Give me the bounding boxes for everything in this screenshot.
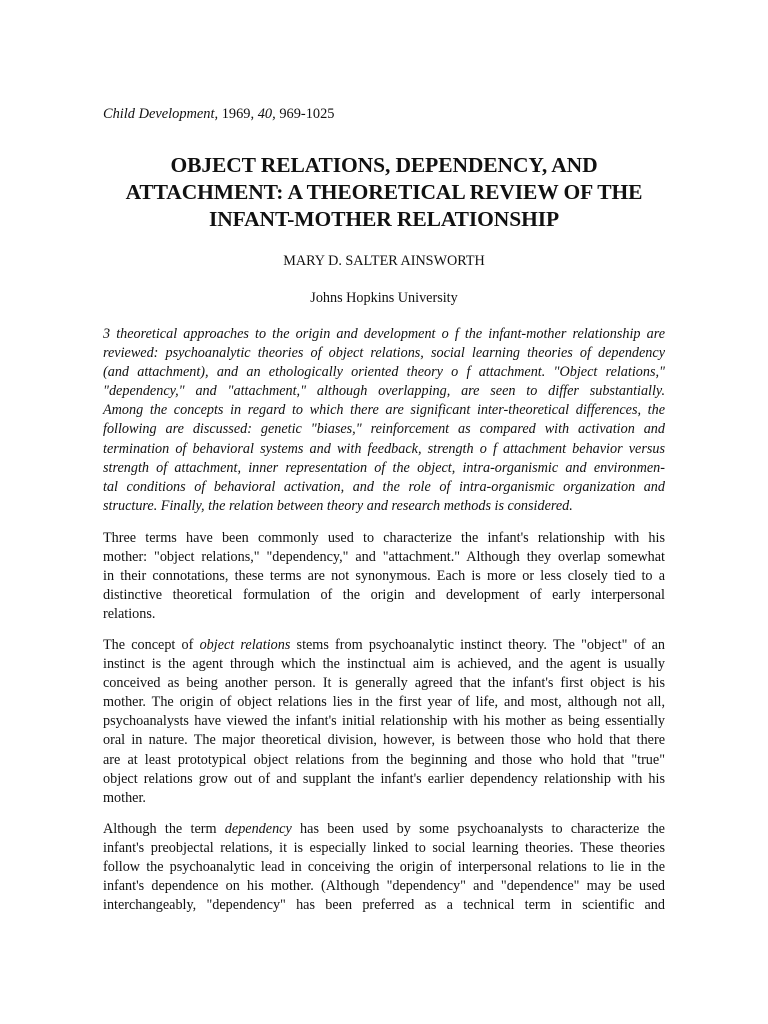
journal-pages: 969-1025 [279,106,335,122]
text-run: The concept of [103,637,200,653]
text-run: has been used by some psychoanalysts to characterize the [291,821,665,837]
paragraph-line: Three terms have been commonly used to characterize the infant's relationship with his [103,530,665,546]
paragraph-line: infant's dependence on his mother. (Although "dependency" and "dependence" may be used [103,878,665,895]
paragraph-line: follow the psychoanalytic lead in conceiving the origin of interpersonal relations to lie in the [103,859,665,876]
journal-name: Child Development, [103,106,219,122]
paragraph-line [103,820,665,839]
abstract-line: "dependency," and "attachment," although overlapping, are seen to differ substantially. [103,383,665,400]
author-name: MARY D. SALTER AINSWORTH [283,253,485,269]
paragraph-line: are at least prototypical object relations from the beginning and those who hold that "true" [103,751,665,768]
emphasis-term: dependency [224,821,292,837]
paragraph-line: infant's preobjectal relations, it is especially linked to social learning theories. These theories [103,840,665,857]
title-line: INFANT-MOTHER RELATIONSHIP [208,207,559,231]
journal-citation [103,105,335,123]
text-run: Although the term [103,821,225,837]
abstract-line: Among the concepts in regard to which there are significant inter-theoretical differences, the [103,402,665,419]
abstract-line: reviewed: psychoanalytic theories of object relations, social learning theories of dependency [103,345,665,362]
abstract-line: termination of behavioral systems and with feedback, strength o f attachment behavior versus [103,440,665,457]
paragraph-line: in their connotations, these terms are not synonymous. Each is more or less closely tied to a [103,568,665,585]
body-paragraph-3 [103,820,665,915]
abstract-line: following are discussed: genetic "biases," reinforcement as compared with activation and [103,421,665,438]
body-paragraph-1 [103,529,665,624]
paragraph-line: mother: "object relations," "dependency," and "attachment." Although they overlap somewhat [103,549,665,566]
paragraph-line: object relations grow out of and supplant the infant's earlier dependency relationship with his [103,770,665,787]
paragraph-line: instinct is the agent through which the instinctual aim is achieved, and the agent is usually [103,656,665,673]
body-paragraph-2 [103,636,665,808]
author-affiliation: Johns Hopkins University [310,290,458,306]
paragraph-line: mother. [103,789,146,806]
paragraph-line: mother. The origin of object relations lies in the first year of life, and most, although not all, [103,694,665,711]
paper-title [103,152,665,233]
abstract [103,325,665,516]
paragraph-line: interchangeably, "dependency" has been preferred as a technical term in scientific and [103,897,665,914]
paragraph-line [103,636,665,655]
journal-year: 1969, [221,106,255,122]
abstract-line: strength of attachment, inner representation of the object, intra-organismic and environmen- [103,459,665,476]
abstract-line: (and attachment), and an ethologically oriented theory o f attachment. "Object relations," [103,364,665,381]
paragraph-line: psychoanalysts have viewed the infant's initial relationship with his mother as being essentially [103,713,665,730]
text-run: stems from psychoanalytic instinct theory. The "object" of an [290,637,665,653]
paragraph-line: distinctive theoretical formulation of the origin and development of early interpersonal [103,587,665,604]
abstract-line: 3 theoretical approaches to the origin and development o f the infant-mother relationship are [103,326,665,342]
paragraph-line: oral in nature. The major theoretical division, however, is between those who hold that there [103,732,665,749]
abstract-line: structure. Finally, the relation between theory and research methods is considered. [103,497,573,514]
emphasis-term: object relations [199,637,291,653]
paragraph-line: conceived as being another person. It is generally agreed that the infant's first object is his [103,675,665,692]
abstract-line: tal conditions of behavioral activation, and the role of intra-organismic organization and [103,478,665,495]
paragraph-line: relations. [103,606,156,623]
title-line: ATTACHMENT: A THEORETICAL REVIEW OF THE [125,180,643,204]
title-line: OBJECT RELATIONS, DEPENDENCY, AND [170,153,598,177]
journal-volume: 40, [257,106,276,122]
